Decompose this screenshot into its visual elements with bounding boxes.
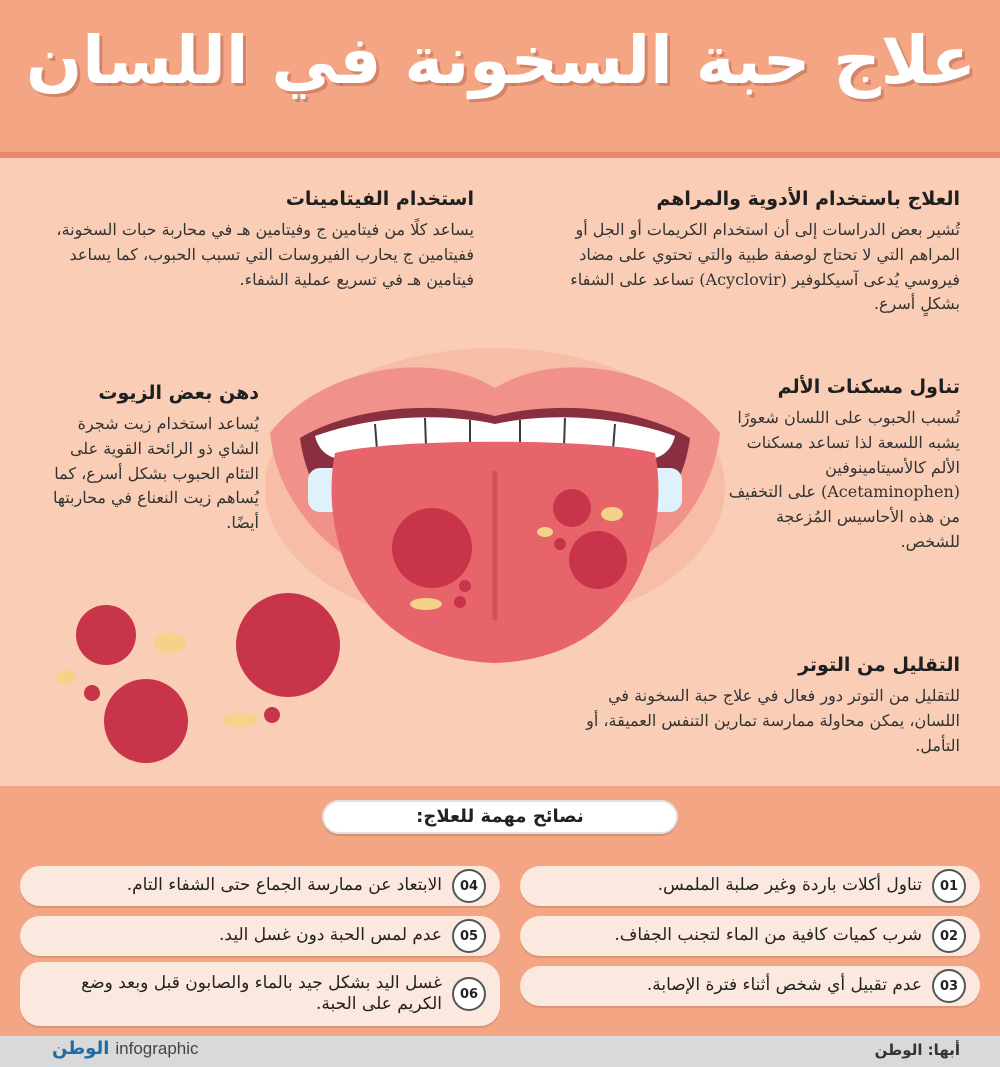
blister-spot: [554, 538, 566, 550]
decorative-spots: [40, 585, 340, 775]
section-body: يُساعد استخدام زيت شجرة الشاي ذو الرائحة القوية على التئام الحبوب بشكل أسرع، كما يُساهم زيت النعناع في محاربتها أيضًا.: [52, 414, 259, 533]
tip-text: غسل اليد بشكل جيد بالماء والصابون قبل وبعد وضع الكريم على الحبة.: [81, 972, 442, 1014]
tip-item: [20, 962, 500, 1026]
tip-number: 03: [932, 969, 966, 1003]
section-body: للتقليل من التوتر دور فعال في علاج حبة السخونة في اللسان، يمكن محاولة ممارسة تمارين التنفس العميقة، أو التأمل.: [586, 686, 960, 755]
section-body: يساعد كلًا من فيتامين ج وفيتامين هـ في محاربة حبات السخونة، ففيتامين ج يحارب الفيروسات التي تسبب الحبوب، كما يساعد فيتامين هـ في تسريع عملية الشفاء.: [56, 220, 474, 289]
section-heading: تناول مسكنات الألم: [777, 376, 960, 398]
section-medicine: [540, 188, 960, 317]
section-heading: استخدام الفيتامينات: [285, 188, 474, 210]
section-heading: دهن بعض الزيوت: [98, 382, 259, 404]
tip-text: شرب كميات كافية من الماء لتجنب الجفاف.: [614, 925, 922, 946]
spot-highlight: [222, 713, 258, 727]
section-heading: العلاج باستخدام الأدوية والمراهم: [656, 188, 960, 210]
section-body: تُشير بعض الدراسات إلى أن استخدام الكريمات أو الجل أو المراهم التي لا تحتاج لوصفة طبية والتي تحتوي على مضاد فيروسي يُدعى آسيكلوفير (Acyclovir) تساعد على الشفاء بشكلٍ أسرع.: [570, 220, 960, 314]
section-oils: [34, 382, 259, 536]
title-band: [0, 0, 1000, 158]
spot-highlight: [154, 633, 186, 653]
blister-highlight: [537, 527, 553, 537]
blister-spot: [569, 531, 627, 589]
page-title: علاج حبة السخونة في اللسان: [25, 22, 976, 99]
spot: [76, 605, 136, 665]
credit: أبها: الوطن: [874, 1041, 960, 1059]
blister-spot: [553, 489, 591, 527]
tip-item: [520, 866, 980, 906]
tip-number: 05: [452, 919, 486, 953]
tip-item: [20, 916, 500, 956]
tip-item: [520, 966, 980, 1006]
section-stress: [560, 654, 960, 758]
tip-number: 04: [452, 869, 486, 903]
section-body: تُسبب الحبوب على اللسان شعورًا يشبه اللسعة لذا تساعد مسكنات الألم كالأسيتامينوفين (Acetaminophen) على التخفيف من هذه الأحاسيس المُزعجة للشخص.: [728, 408, 960, 551]
tip-number: 01: [932, 869, 966, 903]
tips-heading: نصائح مهمة للعلاج:: [322, 800, 678, 834]
tip-number: 02: [932, 919, 966, 953]
spot: [104, 679, 188, 763]
brand-logo: الوطن: [52, 1038, 110, 1059]
tip-item: [20, 866, 500, 906]
brand: [52, 1038, 199, 1059]
tip-text: الابتعاد عن ممارسة الجماع حتى الشفاء التام.: [126, 875, 442, 896]
section-pain: [720, 376, 960, 555]
tip-item: [520, 916, 980, 956]
section-heading: التقليل من التوتر: [798, 654, 960, 676]
tip-text: تناول أكلات باردة وغير صلبة الملمس.: [657, 875, 922, 896]
brand-text: infographic: [115, 1038, 199, 1058]
blister-spot: [392, 508, 472, 588]
section-vitamins: [34, 188, 474, 292]
spot: [236, 593, 340, 697]
tip-text: عدم تقبيل أي شخص أثناء فترة الإصابة.: [646, 975, 922, 996]
blister-spot: [459, 580, 471, 592]
blister-highlight: [410, 598, 442, 610]
blister-highlight: [601, 507, 623, 521]
spot-highlight: [56, 670, 76, 684]
spot: [264, 707, 280, 723]
footer: [0, 1036, 1000, 1067]
blister-spot: [454, 596, 466, 608]
spot: [84, 685, 100, 701]
tip-number: 06: [452, 977, 486, 1011]
tip-text: عدم لمس الحبة دون غسل اليد.: [219, 925, 442, 946]
